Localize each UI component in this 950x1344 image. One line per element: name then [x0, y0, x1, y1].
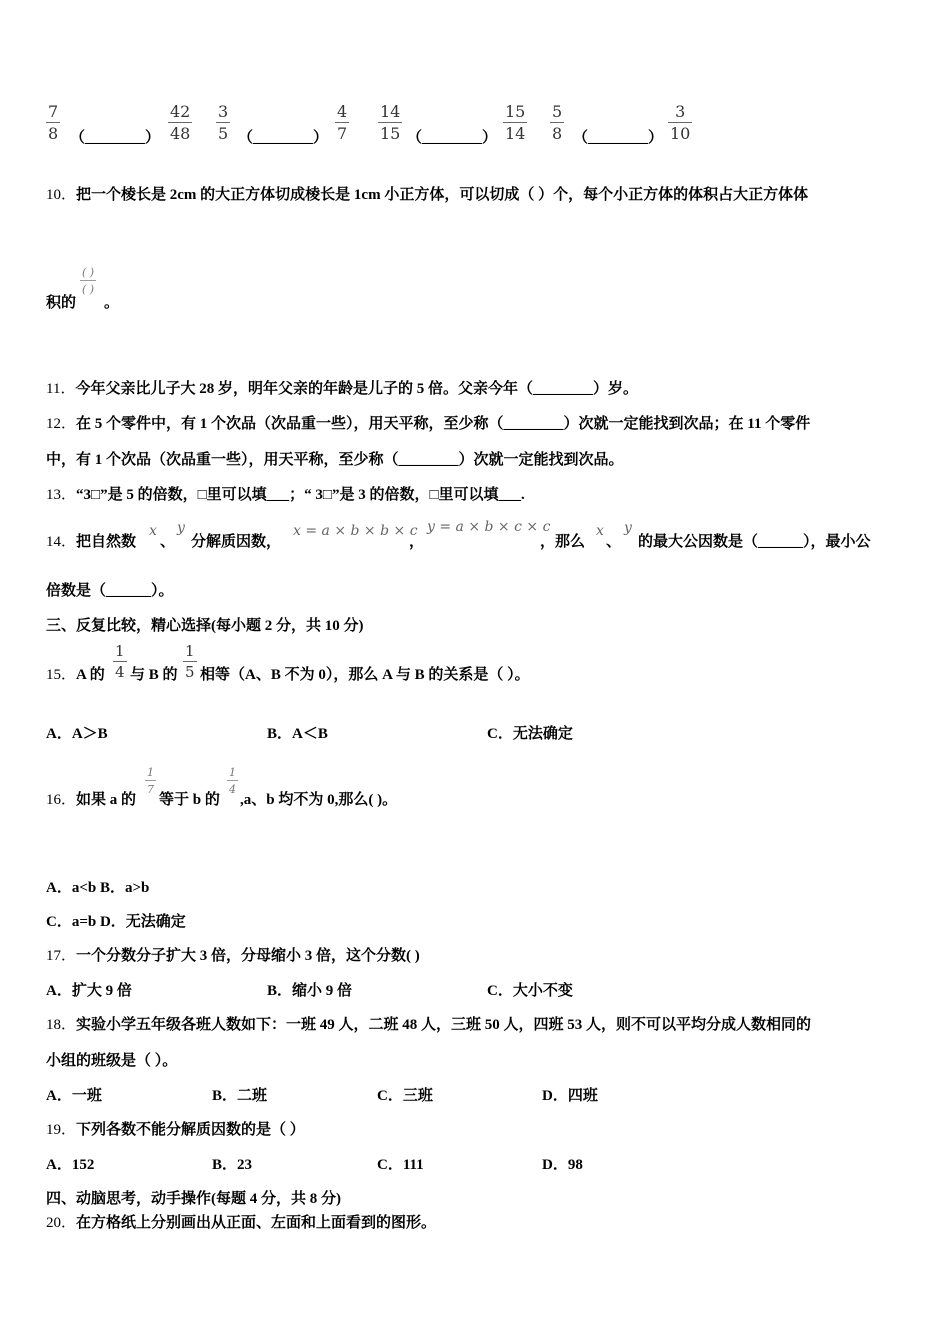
question-16-start: [46, 793, 136, 808]
options-line-1[interactable]: A．a<b B．a>b: [46, 880, 150, 896]
question-12-line2: 中，有 1 个次品（次品重一些），用天平称，至少称（________）次就一定能找到次品。: [46, 452, 624, 468]
denominator: 14: [505, 124, 526, 143]
question-text: 的最大公因数是（______），最小公: [638, 534, 871, 550]
question-18: [46, 1018, 811, 1033]
denominator: ( ): [82, 283, 95, 296]
option-b[interactable]: B．A＜B: [267, 726, 328, 742]
equation-y: y = a × b × c × c: [427, 519, 551, 535]
option-a[interactable]: A．一班: [46, 1088, 102, 1104]
fraction-1-4: [227, 767, 238, 795]
section-3-heading: 三、反复比较，精心选择(每小题 2 分，共 10 分): [46, 618, 364, 634]
question-15-start: [46, 668, 105, 683]
fraction-4-7: [335, 104, 349, 142]
question-11: [46, 382, 638, 397]
question-text: 一个分数分子扩大 3 倍，分母缩小 3 倍，这个分数( ): [76, 948, 420, 964]
question-number: 11．: [46, 381, 76, 397]
fraction-15-14: [503, 104, 527, 142]
question-number: 13．: [46, 487, 77, 503]
fraction-1-7: [145, 767, 156, 795]
numerator: ( ): [82, 266, 95, 279]
question-text: 下列各数不能分解质因数的是（ ）: [76, 1122, 305, 1138]
fraction-3-5: [216, 104, 230, 142]
numerator: 15: [505, 102, 526, 121]
numerator: 1: [229, 766, 236, 779]
question-number: 16．: [46, 792, 77, 808]
numerator: 1: [147, 766, 154, 779]
numerator: 4: [337, 102, 348, 121]
numerator: 7: [48, 102, 59, 121]
question-text: “3□”是 5 的倍数，□里可以填___；“ 3□”是 3 的倍数，□里可以填___.: [76, 487, 525, 503]
question-text: 在 5 个零件中，有 1 个次品（次品重一些），用天平称，至少称（________）次就一定能找到次品；在 11 个零件: [76, 416, 811, 432]
fraction-14-15: [378, 104, 402, 142]
option-b[interactable]: B．23: [212, 1157, 253, 1173]
question-text: ,a、b 均不为 0,那么( )。: [240, 792, 398, 808]
fraction-42-48: [168, 104, 192, 142]
fraction-1-4: [113, 644, 127, 680]
question-number: 20．: [46, 1215, 77, 1231]
option-b[interactable]: B．二班: [212, 1088, 268, 1104]
option-c[interactable]: C．三班: [377, 1088, 433, 1104]
question-text: 积的: [46, 295, 77, 311]
question-number: 18．: [46, 1017, 77, 1033]
separator: 、: [160, 534, 176, 550]
denominator: 7: [147, 783, 154, 796]
question-number: 17．: [46, 948, 77, 964]
numerator: 5: [552, 102, 563, 121]
numerator: 14: [380, 102, 401, 121]
question-13: [46, 488, 525, 503]
question-text: 今年父亲比儿子大 28 岁，明年父亲的年龄是儿子的 5 倍。父亲今年（________）岁。: [75, 381, 638, 397]
comma: ，: [409, 534, 425, 550]
question-number: 14．: [46, 534, 77, 550]
numerator: 42: [170, 102, 191, 121]
question-text: 如果 a 的: [76, 792, 137, 808]
section-4-heading: 四、动脑思考，动手操作(每题 4 分，共 8 分): [46, 1191, 341, 1207]
question-text: 与 B 的: [130, 667, 178, 683]
variable-x: x: [149, 523, 157, 539]
option-d[interactable]: D．98: [542, 1157, 583, 1173]
question-19: [46, 1123, 305, 1138]
variable-x: x: [596, 523, 604, 539]
options-line-2[interactable]: C．a=b D．无法确定: [46, 914, 186, 930]
numerator: 1: [115, 642, 125, 660]
variable-y: y: [177, 520, 185, 536]
fraction-blank[interactable]: [80, 267, 96, 295]
variable-y: y: [624, 520, 632, 536]
question-18-line2: 小组的班级是（ ）。: [46, 1053, 178, 1069]
question-10-line2: [46, 296, 76, 311]
denominator: 4: [229, 783, 236, 796]
denominator: 15: [380, 124, 401, 143]
denominator: 5: [185, 663, 195, 681]
question-text: 相等（A、B 不为 0），那么 A 与 B 的关系是（ ）。: [200, 667, 530, 683]
denominator: 8: [48, 124, 59, 143]
option-d[interactable]: D．四班: [542, 1088, 598, 1104]
option-a[interactable]: A．A＞B: [46, 726, 108, 742]
equation-x: x = a × b × b × c: [293, 523, 418, 539]
option-c[interactable]: C．111: [377, 1157, 424, 1173]
question-text: 分解质因数，: [191, 534, 282, 550]
question-text: ，那么: [540, 534, 586, 550]
option-c[interactable]: C．无法确定: [487, 726, 573, 742]
option-a[interactable]: A．152: [46, 1157, 95, 1173]
denominator: 4: [115, 663, 125, 681]
numerator: 3: [218, 102, 229, 121]
option-a[interactable]: A．扩大 9 倍: [46, 983, 132, 999]
answer-blank[interactable]: （________）: [573, 130, 664, 146]
period: 。: [104, 295, 120, 311]
question-text: 等于 b 的: [159, 792, 220, 808]
question-number: 10．: [46, 187, 77, 203]
denominator: 5: [218, 124, 229, 143]
denominator: 48: [170, 124, 191, 143]
question-number: 19．: [46, 1122, 77, 1138]
fraction-5-8: [550, 104, 564, 142]
question-20: [46, 1216, 436, 1231]
fraction-1-5: [183, 644, 197, 680]
numerator: 3: [675, 102, 686, 121]
separator: 、: [606, 534, 622, 550]
question-10: [46, 188, 808, 203]
question-14-start: [46, 535, 136, 550]
question-number: 15．: [46, 667, 77, 683]
denominator: 8: [552, 124, 563, 143]
option-b[interactable]: B．缩小 9 倍: [267, 983, 353, 999]
fraction-3-10: [668, 104, 692, 142]
question-text: 在方格纸上分别画出从正面、左面和上面看到的图形。: [76, 1215, 437, 1231]
answer-blank[interactable]: （________）: [70, 130, 161, 146]
question-text: 把一个棱长是 2cm 的大正方体切成棱长是 1cm 小正方体，可以切成（ ）个，每个小正方体的体积占大正方体体: [76, 187, 809, 203]
option-c[interactable]: C．大小不变: [487, 983, 573, 999]
numerator: 1: [185, 642, 195, 660]
answer-blank[interactable]: （________）: [407, 130, 498, 146]
question-number: 12．: [46, 416, 77, 432]
question-text: A 的: [76, 667, 105, 683]
question-17: [46, 949, 420, 964]
denominator: 7: [337, 124, 348, 143]
answer-blank[interactable]: （________）: [238, 130, 329, 146]
question-14-line2: 倍数是（______）。: [46, 583, 174, 599]
denominator: 10: [670, 124, 691, 143]
question-text: 实验小学五年级各班人数如下：一班 49 人，二班 48 人，三班 50 人，四班 53 人，则不可以平均分成人数相同的: [76, 1017, 812, 1033]
fraction-7-8: [46, 104, 60, 142]
question-12: [46, 417, 810, 432]
question-text: 把自然数: [76, 534, 137, 550]
